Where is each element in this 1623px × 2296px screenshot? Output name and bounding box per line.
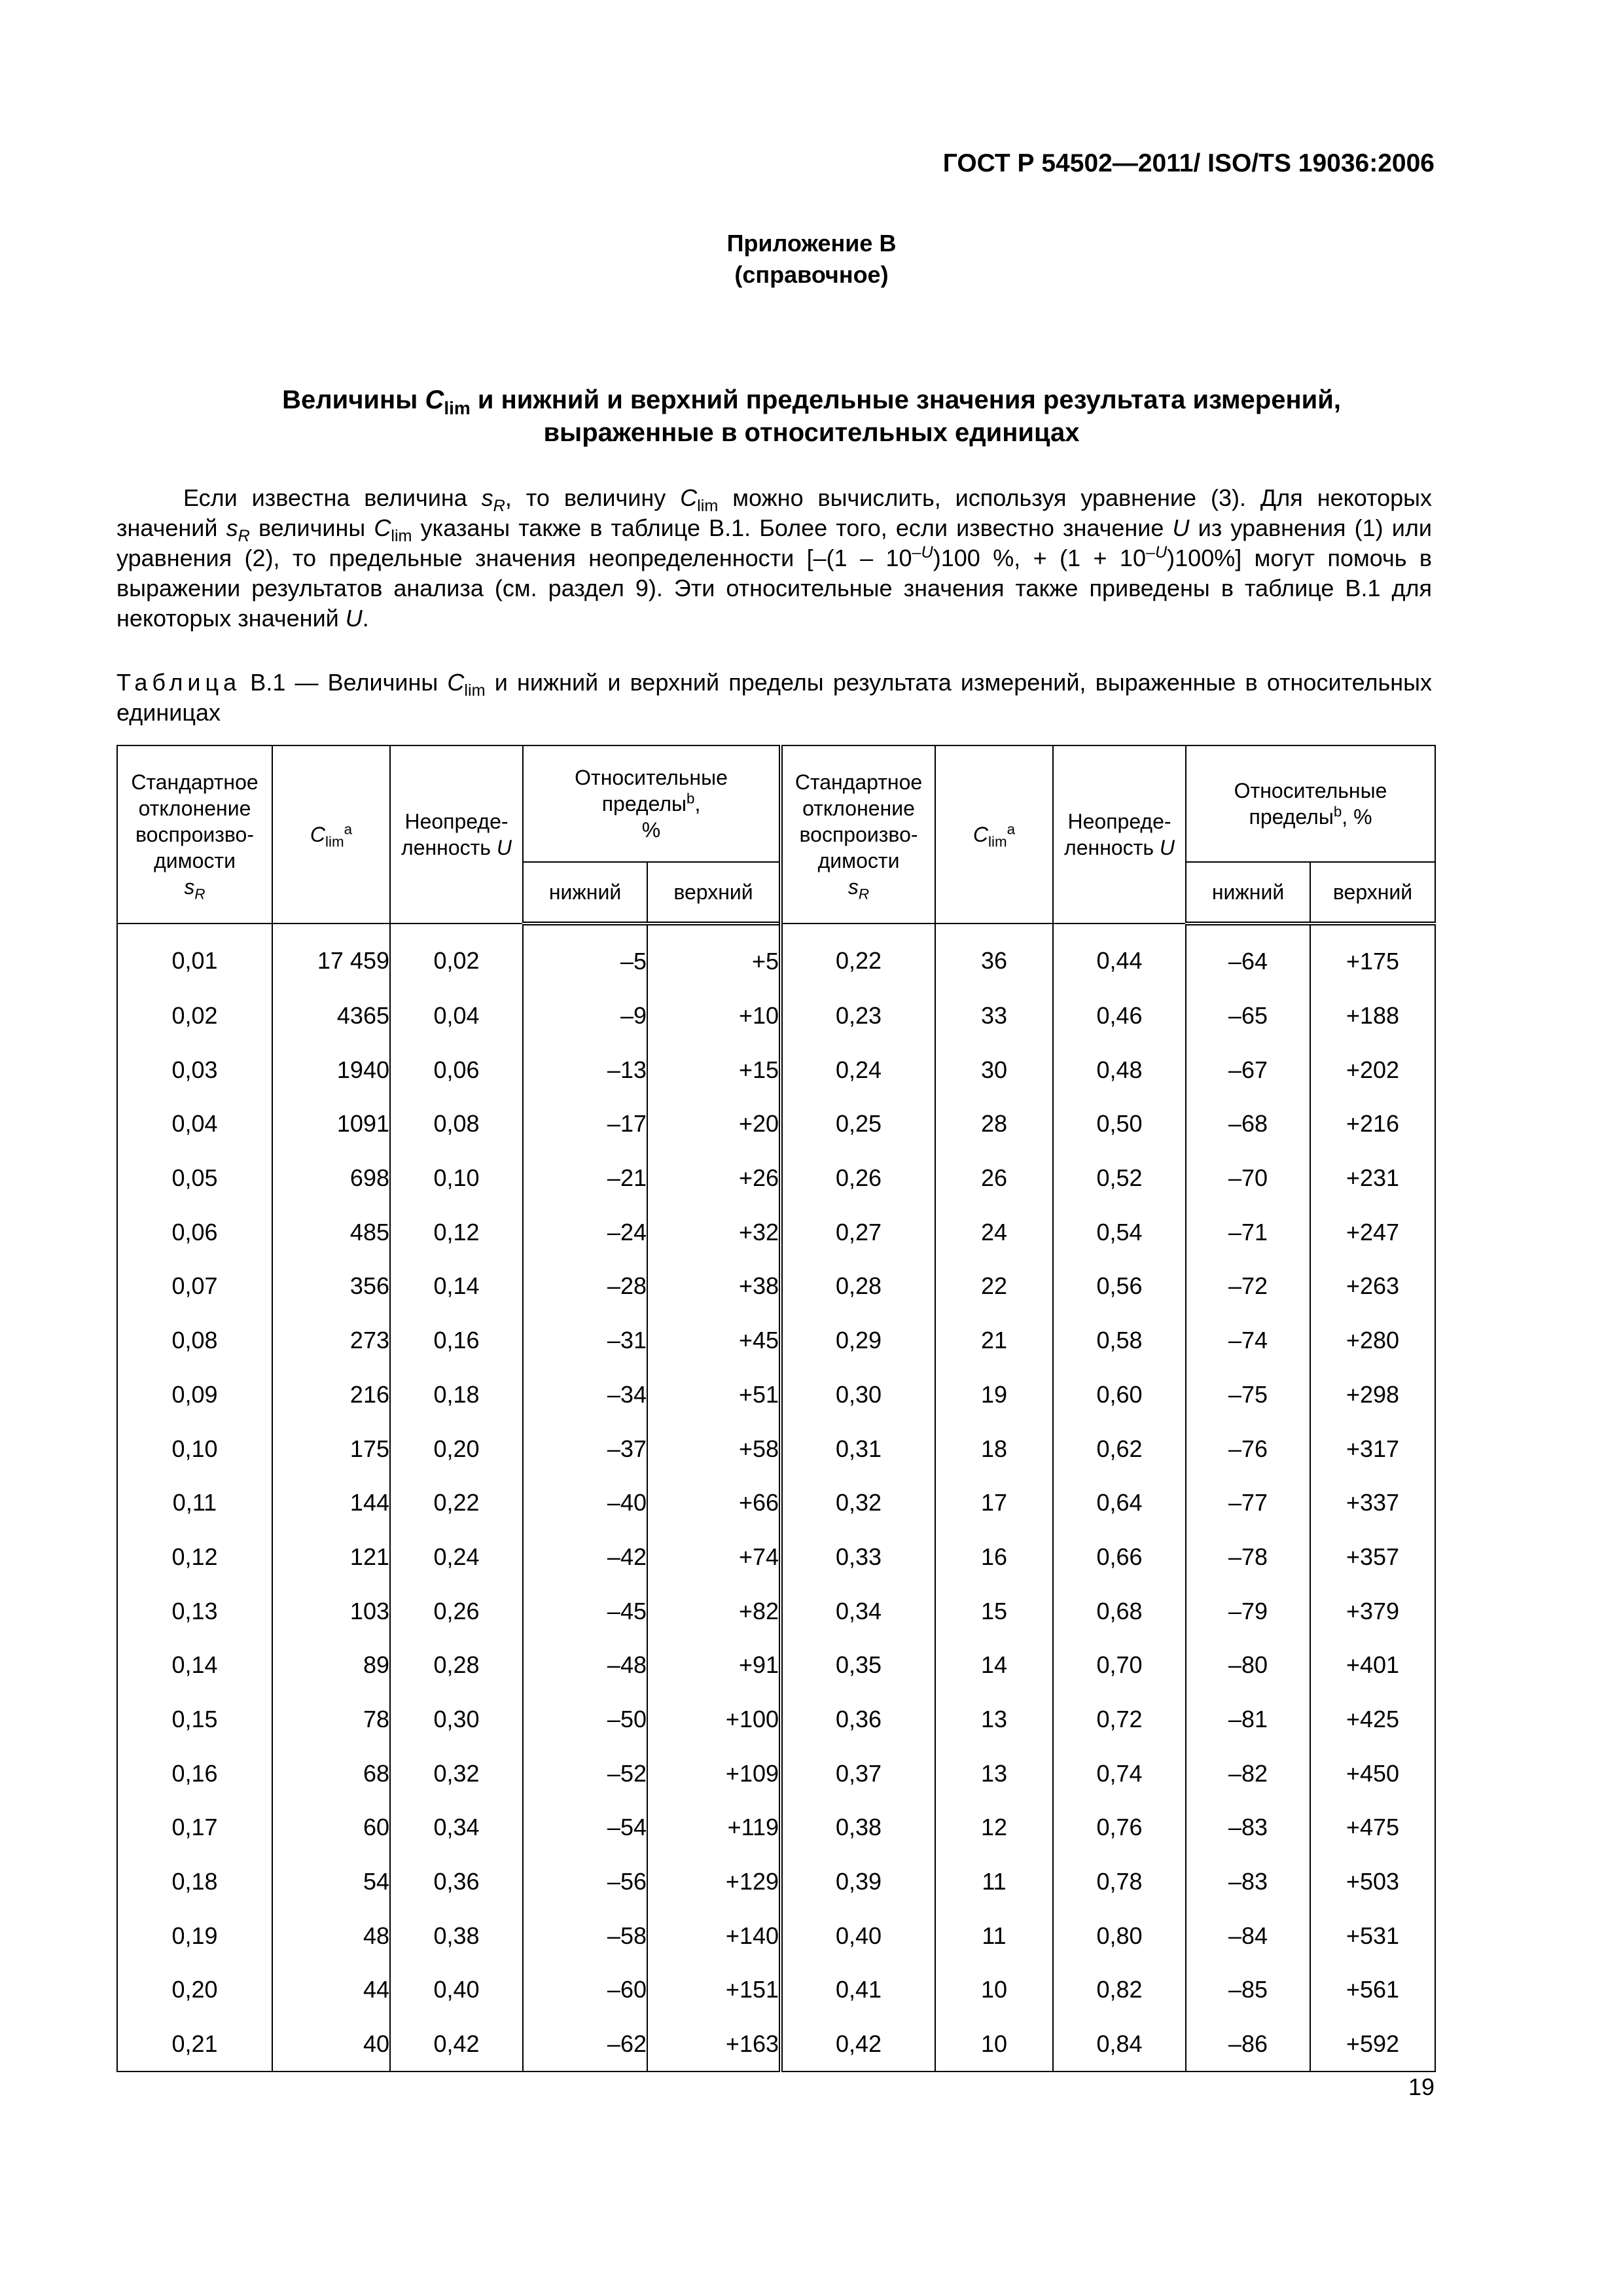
page-number: 19 [1408,2073,1435,2100]
cell-upper-left: +10 [647,989,781,1043]
cell-uncertainty-left: 0,38 [390,1909,523,1963]
cell-sd-right: 0,25 [781,1097,935,1151]
cell-sd-left: 0,06 [117,1205,272,1259]
section-title [0,384,1623,449]
cell-uncertainty-right: 0,68 [1053,1584,1186,1638]
cell-uncertainty-left: 0,36 [390,1855,523,1909]
cell-sd-left: 0,12 [117,1530,272,1585]
cell-uncertainty-right: 0,56 [1053,1259,1186,1314]
cell-clim-right: 33 [935,989,1053,1043]
cell-uncertainty-left: 0,28 [390,1638,523,1693]
cell-upper-left: +38 [647,1259,781,1314]
cell-sd-left: 0,18 [117,1855,272,1909]
cell-clim-left: 44 [272,1963,390,2017]
cell-clim-left: 273 [272,1314,390,1368]
cell-upper-left: +163 [647,2017,781,2072]
header-clim-left: $C_{lim}^a$ [272,745,390,924]
cell-lower-left: –17 [523,1097,647,1151]
cell-lower-right: –82 [1186,1746,1310,1801]
cell-sd-right: 0,24 [781,1043,935,1097]
cell-sd-right: 0,29 [781,1314,935,1368]
cell-lower-left: –52 [523,1746,647,1801]
cell-uncertainty-left: 0,02 [390,924,523,989]
cell-upper-right: +247 [1310,1205,1435,1259]
cell-upper-left: +109 [647,1746,781,1801]
cell-sd-left: 0,21 [117,2017,272,2072]
cell-clim-left: 144 [272,1476,390,1530]
cell-uncertainty-right: 0,48 [1053,1043,1186,1097]
cell-uncertainty-right: 0,54 [1053,1205,1186,1259]
cell-sd-right: 0,33 [781,1530,935,1585]
cell-lower-left: –37 [523,1422,647,1476]
cell-lower-left: –28 [523,1259,647,1314]
cell-lower-right: –86 [1186,2017,1310,2072]
cell-clim-left: 121 [272,1530,390,1585]
cell-sd-left: 0,02 [117,989,272,1043]
cell-uncertainty-left: 0,22 [390,1476,523,1530]
cell-clim-right: 13 [935,1746,1053,1801]
cell-sd-right: 0,26 [781,1151,935,1206]
cell-upper-left: +15 [647,1043,781,1097]
table-row [117,2017,1435,2072]
cell-lower-left: –21 [523,1151,647,1206]
cell-upper-right: +337 [1310,1476,1435,1530]
cell-clim-left: 68 [272,1746,390,1801]
cell-uncertainty-left: 0,08 [390,1097,523,1151]
header-uncertainty-left: Неопреде-ленность U [390,745,523,924]
cell-uncertainty-right: 0,52 [1053,1151,1186,1206]
cell-uncertainty-right: 0,80 [1053,1909,1186,1963]
cell-sd-right: 0,23 [781,989,935,1043]
table-row [117,924,1435,989]
cell-uncertainty-right: 0,70 [1053,1638,1186,1693]
table-row [117,1638,1435,1693]
cell-uncertainty-left: 0,12 [390,1205,523,1259]
cell-upper-left: +26 [647,1151,781,1206]
cell-clim-right: 19 [935,1368,1053,1422]
cell-lower-right: –78 [1186,1530,1310,1585]
cell-uncertainty-right: 0,50 [1053,1097,1186,1151]
cell-uncertainty-left: 0,40 [390,1963,523,2017]
header-sd-right: Стандартное отклонение воспроизво-димости $s_R$ [781,745,935,924]
cell-upper-right: +175 [1310,924,1435,989]
table-row [117,1963,1435,2017]
cell-upper-right: +216 [1310,1097,1435,1151]
cell-sd-right: 0,39 [781,1855,935,1909]
cell-sd-left: 0,03 [117,1043,272,1097]
cell-sd-left: 0,20 [117,1963,272,2017]
table-row [117,1476,1435,1530]
cell-sd-right: 0,32 [781,1476,935,1530]
cell-lower-right: –77 [1186,1476,1310,1530]
cell-sd-left: 0,09 [117,1368,272,1422]
cell-clim-right: 11 [935,1855,1053,1909]
header-upper-right: верхний [1310,862,1435,924]
cell-clim-left: 103 [272,1584,390,1638]
cell-lower-left: –45 [523,1584,647,1638]
cell-sd-right: 0,42 [781,2017,935,2072]
cell-lower-right: –72 [1186,1259,1310,1314]
cell-sd-left: 0,08 [117,1314,272,1368]
cell-upper-right: +379 [1310,1584,1435,1638]
header-lower-right: нижний [1186,862,1310,924]
cell-uncertainty-right: 0,60 [1053,1368,1186,1422]
cell-upper-right: +531 [1310,1909,1435,1963]
cell-upper-right: +401 [1310,1638,1435,1693]
cell-lower-left: –5 [523,924,647,989]
cell-sd-right: 0,22 [781,924,935,989]
document-code: ГОСТ Р 54502—2011/ ISO/TS 19036:2006 [942,149,1435,177]
cell-uncertainty-right: 0,64 [1053,1476,1186,1530]
table-row [117,1259,1435,1314]
cell-lower-right: –67 [1186,1043,1310,1097]
cell-sd-left: 0,17 [117,1801,272,1855]
cell-clim-right: 15 [935,1584,1053,1638]
cell-uncertainty-right: 0,78 [1053,1855,1186,1909]
cell-uncertainty-left: 0,34 [390,1801,523,1855]
cell-clim-right: 21 [935,1314,1053,1368]
cell-uncertainty-right: 0,72 [1053,1693,1186,1747]
cell-lower-left: –50 [523,1693,647,1747]
cell-clim-left: 40 [272,2017,390,2072]
cell-sd-right: 0,41 [781,1963,935,2017]
cell-sd-right: 0,38 [781,1801,935,1855]
cell-clim-left: 17 459 [272,924,390,989]
cell-clim-left: 1940 [272,1043,390,1097]
cell-sd-right: 0,31 [781,1422,935,1476]
table-row [117,1530,1435,1585]
cell-clim-left: 698 [272,1151,390,1206]
cell-uncertainty-left: 0,14 [390,1259,523,1314]
cell-uncertainty-left: 0,42 [390,2017,523,2072]
table-row [117,1151,1435,1206]
header-relative-limits-left: Относительные пределы$^b$, % [523,745,781,862]
cell-uncertainty-left: 0,16 [390,1314,523,1368]
cell-sd-right: 0,35 [781,1638,935,1693]
cell-clim-right: 16 [935,1530,1053,1585]
cell-clim-right: 12 [935,1801,1053,1855]
cell-uncertainty-right: 0,74 [1053,1746,1186,1801]
cell-lower-right: –76 [1186,1422,1310,1476]
cell-upper-right: +298 [1310,1368,1435,1422]
cell-clim-right: 26 [935,1151,1053,1206]
header-relative-limits-right: Относительные пределы$^b$, % [1186,745,1435,862]
table-row [117,1422,1435,1476]
cell-lower-right: –65 [1186,989,1310,1043]
cell-upper-left: +91 [647,1638,781,1693]
cell-lower-right: –85 [1186,1963,1310,2017]
cell-sd-left: 0,07 [117,1259,272,1314]
cell-uncertainty-left: 0,26 [390,1584,523,1638]
cell-upper-right: +561 [1310,1963,1435,2017]
cell-upper-right: +202 [1310,1043,1435,1097]
section-title-line2: выраженные в относительных единицах [543,418,1080,447]
cell-lower-left: –40 [523,1476,647,1530]
cell-uncertainty-right: 0,66 [1053,1530,1186,1585]
cell-upper-left: +140 [647,1909,781,1963]
annex-type: (справочное) [734,261,889,288]
cell-clim-left: 1091 [272,1097,390,1151]
cell-sd-right: 0,40 [781,1909,935,1963]
cell-upper-left: +45 [647,1314,781,1368]
cell-lower-left: –54 [523,1801,647,1855]
cell-upper-right: +263 [1310,1259,1435,1314]
cell-lower-left: –34 [523,1368,647,1422]
table-row [117,1584,1435,1638]
cell-clim-right: 28 [935,1097,1053,1151]
table-row [117,1314,1435,1368]
cell-clim-left: 485 [272,1205,390,1259]
cell-upper-right: +317 [1310,1422,1435,1476]
table-b1 [116,745,1435,2072]
cell-clim-right: 24 [935,1205,1053,1259]
cell-uncertainty-left: 0,04 [390,989,523,1043]
cell-sd-left: 0,19 [117,1909,272,1963]
cell-upper-right: +450 [1310,1746,1435,1801]
annex-heading [0,228,1623,291]
cell-upper-right: +503 [1310,1855,1435,1909]
table-row [117,1097,1435,1151]
cell-lower-right: –64 [1186,924,1310,989]
cell-uncertainty-right: 0,62 [1053,1422,1186,1476]
cell-uncertainty-left: 0,06 [390,1043,523,1097]
cell-upper-left: +58 [647,1422,781,1476]
table-body [117,924,1435,2072]
cell-sd-right: 0,36 [781,1693,935,1747]
cell-upper-right: +425 [1310,1693,1435,1747]
header-upper-left: верхний [647,862,781,924]
cell-upper-left: +100 [647,1693,781,1747]
cell-uncertainty-right: 0,58 [1053,1314,1186,1368]
cell-clim-right: 13 [935,1693,1053,1747]
cell-uncertainty-left: 0,30 [390,1693,523,1747]
cell-upper-left: +66 [647,1476,781,1530]
table-row [117,1801,1435,1855]
cell-clim-left: 54 [272,1855,390,1909]
cell-sd-right: 0,34 [781,1584,935,1638]
cell-upper-left: +20 [647,1097,781,1151]
body-paragraph: Если известна величина $s_R$, то величину $C_{lim}$ можно вычислить, используя уравнение (3). Для некоторых значений $s_R$ величины $C_{lim}$ указаны также в таблице B.1. Более того, если известно значение U из уравнения (1) или уравнения (2), то предельные значения неопределенности [$-(1 - 10^{-U})100$ %, + $(1 + 10^{-U})100\%$] могут помочь в выражении результатов анализа (см. раздел 9). Эти относительные значения также приведены в таблице B.1 для некоторых значений U. [116,484,1433,632]
cell-clim-left: 356 [272,1259,390,1314]
cell-upper-right: +592 [1310,2017,1435,2072]
table-caption: Таблица B.1 — Величины $C_{lim}$ и нижний и верхний пределы результата измерений, выраженные в относительных единицах [116,669,1432,726]
cell-upper-left: +129 [647,1855,781,1909]
cell-lower-right: –84 [1186,1909,1310,1963]
cell-clim-left: 89 [272,1638,390,1693]
cell-lower-right: –68 [1186,1097,1310,1151]
table-row [117,1855,1435,1909]
table-row [117,1368,1435,1422]
cell-lower-left: –42 [523,1530,647,1585]
cell-upper-right: +231 [1310,1151,1435,1206]
cell-upper-right: +357 [1310,1530,1435,1585]
cell-clim-right: 11 [935,1909,1053,1963]
cell-uncertainty-right: 0,76 [1053,1801,1186,1855]
cell-clim-right: 36 [935,924,1053,989]
header-lower-left: нижний [523,862,647,924]
cell-sd-left: 0,14 [117,1638,272,1693]
cell-uncertainty-left: 0,24 [390,1530,523,1585]
cell-sd-left: 0,11 [117,1476,272,1530]
cell-upper-left: +119 [647,1801,781,1855]
cell-clim-right: 17 [935,1476,1053,1530]
cell-upper-left: +151 [647,1963,781,2017]
cell-uncertainty-left: 0,18 [390,1368,523,1422]
cell-clim-right: 10 [935,2017,1053,2072]
cell-sd-right: 0,30 [781,1368,935,1422]
table-row [117,1205,1435,1259]
cell-upper-right: +280 [1310,1314,1435,1368]
cell-clim-left: 78 [272,1693,390,1747]
table-row [117,1909,1435,1963]
cell-clim-right: 18 [935,1422,1053,1476]
cell-lower-right: –81 [1186,1693,1310,1747]
table-row [117,989,1435,1043]
header-sd-left: Стандартное отклонение воспроизво-димости $s_R$ [117,745,272,924]
cell-sd-left: 0,10 [117,1422,272,1476]
cell-clim-left: 48 [272,1909,390,1963]
cell-clim-right: 30 [935,1043,1053,1097]
cell-lower-right: –70 [1186,1151,1310,1206]
cell-upper-left: +5 [647,924,781,989]
cell-sd-right: 0,28 [781,1259,935,1314]
cell-upper-left: +74 [647,1530,781,1585]
cell-clim-left: 175 [272,1422,390,1476]
cell-lower-right: –75 [1186,1368,1310,1422]
cell-sd-left: 0,01 [117,924,272,989]
cell-lower-right: –83 [1186,1855,1310,1909]
section-title-line1: Величины $C_{lim}$ и нижний и верхний предельные значения результата измерений, [282,386,1341,418]
cell-lower-left: –31 [523,1314,647,1368]
cell-uncertainty-right: 0,82 [1053,1963,1186,2017]
cell-lower-left: –48 [523,1638,647,1693]
cell-upper-left: +51 [647,1368,781,1422]
cell-uncertainty-right: 0,84 [1053,2017,1186,2072]
cell-uncertainty-right: 0,46 [1053,989,1186,1043]
cell-lower-right: –71 [1186,1205,1310,1259]
header-uncertainty-right: Неопреде-ленность U [1053,745,1186,924]
cell-upper-right: +188 [1310,989,1435,1043]
cell-sd-right: 0,27 [781,1205,935,1259]
annex-title: Приложение B [726,230,897,257]
cell-lower-left: –60 [523,1963,647,2017]
cell-uncertainty-left: 0,32 [390,1746,523,1801]
header-clim-right: $C_{lim}^a$ [935,745,1053,924]
cell-upper-right: +475 [1310,1801,1435,1855]
cell-uncertainty-left: 0,10 [390,1151,523,1206]
cell-clim-right: 22 [935,1259,1053,1314]
cell-lower-right: –80 [1186,1638,1310,1693]
cell-lower-left: –24 [523,1205,647,1259]
cell-sd-left: 0,13 [117,1584,272,1638]
cell-sd-right: 0,37 [781,1746,935,1801]
cell-sd-left: 0,15 [117,1693,272,1747]
cell-clim-left: 60 [272,1801,390,1855]
cell-lower-left: –56 [523,1855,647,1909]
cell-lower-left: –9 [523,989,647,1043]
cell-clim-right: 14 [935,1638,1053,1693]
cell-clim-right: 10 [935,1963,1053,2017]
table-row [117,1746,1435,1801]
cell-uncertainty-right: 0,44 [1053,924,1186,989]
cell-lower-left: –13 [523,1043,647,1097]
cell-lower-right: –83 [1186,1801,1310,1855]
cell-uncertainty-left: 0,20 [390,1422,523,1476]
cell-clim-left: 216 [272,1368,390,1422]
cell-lower-left: –58 [523,1909,647,1963]
cell-sd-left: 0,16 [117,1746,272,1801]
cell-sd-left: 0,04 [117,1097,272,1151]
cell-lower-right: –74 [1186,1314,1310,1368]
cell-clim-left: 4365 [272,989,390,1043]
table-row [117,1693,1435,1747]
cell-upper-left: +82 [647,1584,781,1638]
cell-upper-left: +32 [647,1205,781,1259]
cell-sd-left: 0,05 [117,1151,272,1206]
cell-lower-left: –62 [523,2017,647,2072]
table-row [117,1043,1435,1097]
data-table [116,745,1436,2072]
cell-lower-right: –79 [1186,1584,1310,1638]
